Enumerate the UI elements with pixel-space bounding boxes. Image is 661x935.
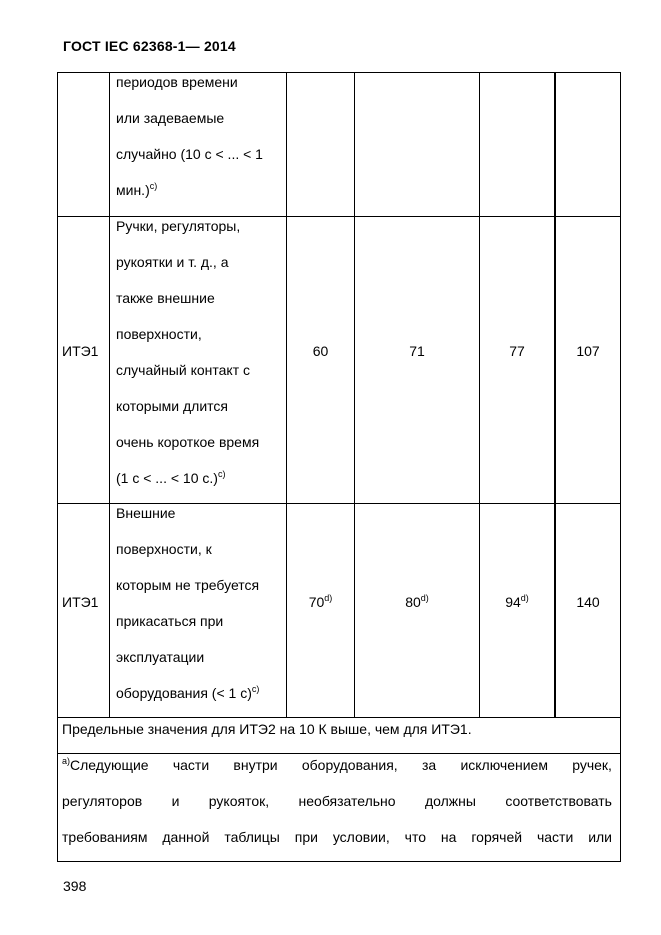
value-cell: 70$^{d)}$ <box>308 593 333 610</box>
column-divider <box>554 72 556 717</box>
description-line: мин.)$^{c)}$ <box>116 181 158 198</box>
column-divider <box>286 72 287 717</box>
footnote-line: $^{a)}$Следующие части внутри оборудования, за исключением ручек, <box>62 756 612 773</box>
document-header: ГОСТ IEC 62368-1— 2014 <box>63 38 236 54</box>
footnote-ref: d) <box>520 593 529 603</box>
column-divider <box>109 72 110 717</box>
value-cell: 77 <box>509 343 525 359</box>
description-line: рукоятки и т. д., а <box>116 254 229 270</box>
footnote-ref: d) <box>420 593 429 603</box>
value-cell: 71 <box>409 343 425 359</box>
description-line: периодов времени <box>116 74 238 90</box>
value-cell: 140 <box>576 594 600 610</box>
column-divider <box>354 72 355 717</box>
table-note: Предельные значения для ИТЭ2 на 10 К выше, чем для ИТЭ1. <box>62 721 472 737</box>
footnote-ref: d) <box>324 593 333 603</box>
description-line: поверхности, к <box>116 541 212 557</box>
footnote-line: требованиям данной таблицы при условии, что на горячей части или <box>62 829 612 845</box>
footnote-ref: c) <box>149 181 158 191</box>
description-line: также внешние <box>116 290 215 306</box>
description-line: поверхности, <box>116 326 202 342</box>
description-line: очень короткое время <box>116 434 260 450</box>
description-line: эксплуатации <box>116 649 205 665</box>
value-cell: 60 <box>312 343 329 359</box>
description-line: случайно (10 с < ... < 1 <box>116 146 263 162</box>
description-line: Внешние <box>116 505 176 521</box>
footnote-ref: c) <box>251 684 260 694</box>
table-border-bottom <box>57 861 621 862</box>
page-number: 398 <box>63 878 87 894</box>
footnote-line: регуляторов и рукояток, необязательно должны соответствовать <box>62 793 612 809</box>
footnote-ref: c) <box>217 469 226 479</box>
table-border-right <box>620 72 621 862</box>
footnote-marker: a) <box>62 756 71 766</box>
description-line: Ручки, регуляторы, <box>116 218 241 234</box>
table-border-left <box>57 72 58 862</box>
description-line: или задеваемые <box>116 110 225 126</box>
description-line: прикасаться при <box>116 613 224 629</box>
description-line: оборудования (< 1 с)$^{c)}$ <box>116 684 260 701</box>
column-divider <box>479 72 480 717</box>
hazard-class-cell: ИТЭ1 <box>62 343 99 359</box>
hazard-class-cell: ИТЭ1 <box>62 594 99 610</box>
description-line: которым не требуется <box>116 577 260 593</box>
value-cell: 107 <box>576 343 600 359</box>
description-line: которыми длится <box>116 398 228 414</box>
value-cell: 94$^{d)}$ <box>505 593 529 610</box>
description-line: (1 с < ... < 10 с.)$^{c)}$ <box>116 469 226 486</box>
temperature-limits-table <box>57 72 621 862</box>
description-line: случайный контакт с <box>116 362 250 378</box>
value-cell: 80$^{d)}$ <box>405 593 429 610</box>
